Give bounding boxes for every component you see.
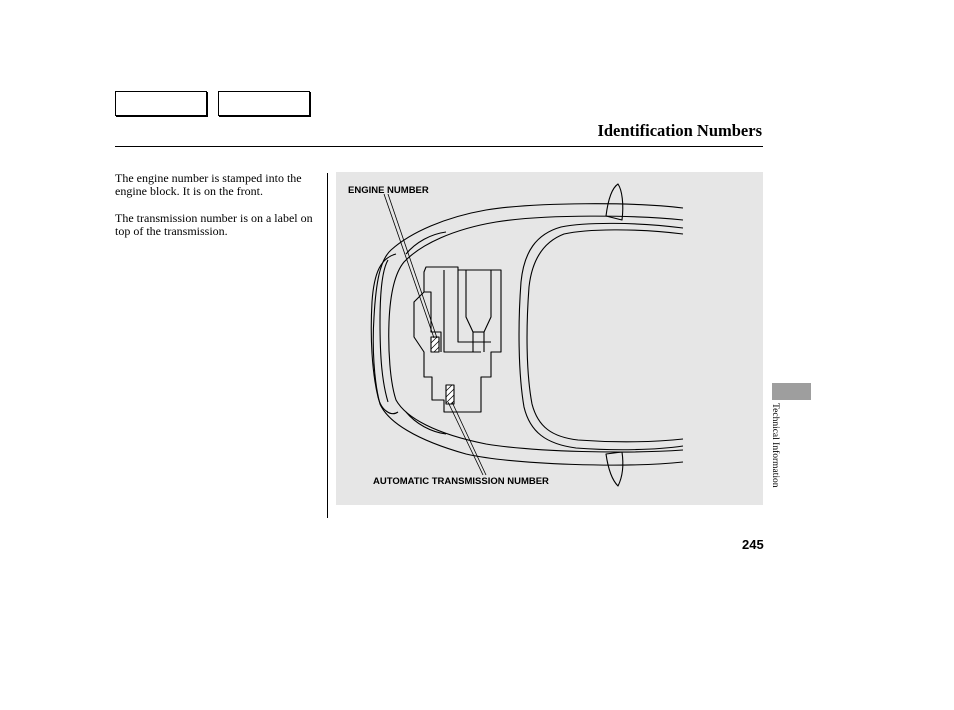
transmission-number-marker [446, 385, 454, 404]
engine-callout-line [384, 194, 434, 338]
identification-illustration [336, 172, 763, 505]
transmission-number-label: AUTOMATIC TRANSMISSION NUMBER [373, 476, 549, 487]
section-label: Technical Information [770, 403, 780, 488]
car-engine-bay-diagram [336, 172, 763, 505]
index-button[interactable] [218, 91, 310, 116]
title-divider [115, 146, 763, 147]
right-mirror [606, 452, 623, 486]
left-mirror [606, 184, 623, 220]
engine-number-paragraph: The engine number is stamped into the engine block. It is on the front. [115, 171, 302, 198]
main-menu-button[interactable] [115, 91, 207, 116]
transmission-callout-line [448, 402, 483, 475]
engine-number-label: ENGINE NUMBER [348, 185, 429, 196]
windshield-outline [519, 223, 683, 449]
page-number: 245 [742, 537, 764, 552]
section-tab[interactable] [772, 383, 811, 400]
car-body-outline [373, 204, 683, 465]
column-divider [327, 173, 328, 518]
transmission-number-paragraph: The transmission number is on a label on top of the transmission. [115, 211, 313, 238]
page-title: Identification Numbers [597, 121, 762, 140]
